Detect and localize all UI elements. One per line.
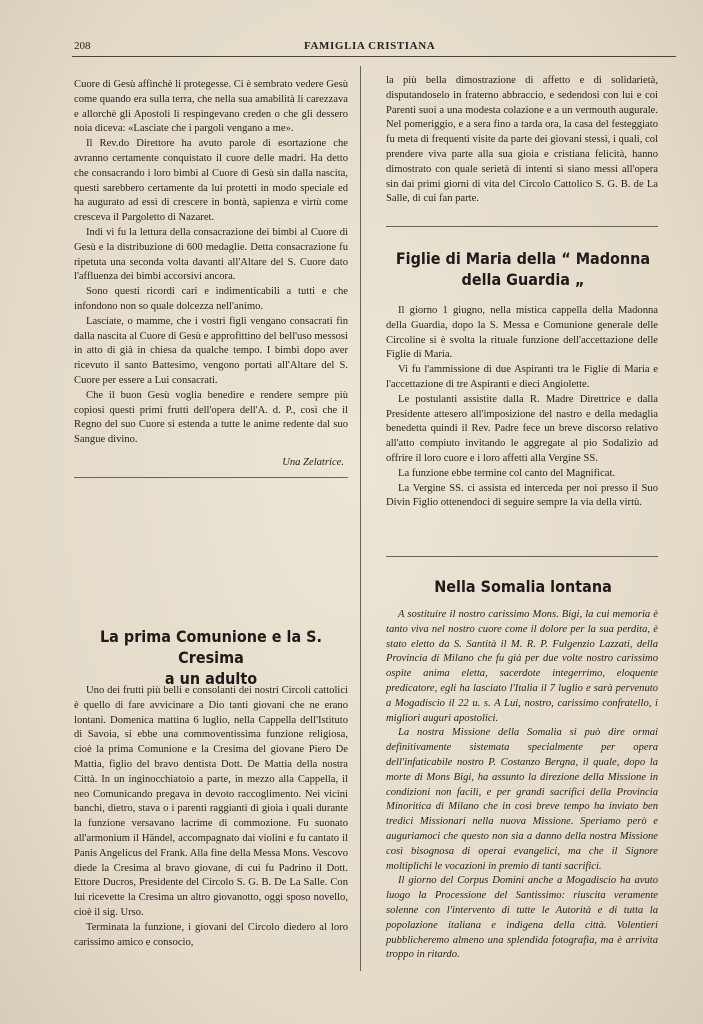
page-number: 208 [74,40,91,52]
paragraph: Le postulanti assistite dalla R. Madre Direttrice e dalla Presidente attesero all'imposizione del nastro e della medaglia benedetta quindi il Rev. Padre fece un breve discorso relativo all'atto compiuto invitando le aggregate al pio Sodalizio ad offrire il loro cuore e i loro affetti alla Vergine SS. [386,393,658,464]
article-figlie-heading [382,248,664,290]
paragraph: la più bella dimostrazione di affetto e di solidarietà, disputandoselo in fraterno abbraccio, e sedendosi con lui e coi Parenti suoi a una modesta colazione e a un vermouth augurale. Nel pomeriggio, e a sera fino a tarda ora, la casa del festeggiato fu meta di frequenti visite da parte dei giovani stessi, i quali, col prendere viva parte alla sua gioia e cristiana felicità, hanno dimostrato con quale serietà di intenti si siano messi all'opera sin dai primi giorni di vita del Circolo Cattolico S. G. B. de La Salle, di cui fan parte. [386,75,658,205]
paragraph: Il giorno del Corpus Domini anche a Mogadiscio ha avuto luogo la Processione del Santissimo: riuscita veramente solenne con l'intervento di tutte le Autorità e di tutta la popolazione italiana e indigena della città. Volentieri pubblicheremo almeno una splendida fotografia, ma è arrivita troppo in ritardo. [386,875,658,961]
article-somalia-body [386,608,658,963]
paragraph: Cuore di Gesù affinchè li protegesse. Ci è sembrato vedere Gesù come quando era sulla terra, che nella sua amabilità li carezzava e allorchè gli Apostoli li respingevano creden o che gli dessero noia diceva: «Lasciate che i pargoli vengano a me». [74,79,348,135]
article-somalia-heading [382,576,664,597]
article-comunione-heading [66,626,356,689]
paragraph: Sono questi ricordi cari e indimenticabili a tutti e che infondono non so quale dolcezza nell'animo. [74,286,348,312]
paragraph: Indi vi fu la lettura della consacrazione dei bimbi al Cuore di Gesù e la distribuzione di 600 medaglie. Detta consacrazione fu ripetuta una seconda volta davanti all'Altare del S. Cuore dato l'affluenza dei bimbi accorsivi ancora. [74,226,348,283]
right-column-continuation [386,74,658,207]
article-comunione-body [74,684,348,950]
header-rule [72,56,676,57]
article-figlie-body [386,304,658,511]
paragraph: A sostituire il nostro carissimo Mons. Bigi, la cui memoria è tanto viva nel nostro cuore come il dolore per la sua perdita, è stato eletto da S. Santità il M. R. P. Fulgenzio Lazzati, della Provincia di Milano che fu già per due volte nostro carissimo ospite anima eletta, sacerdote integerrimo, eloquente predicatore, egli ha lasciato l'Italia il 7 luglio e sarà pervenuto a Mogadiscio il 22 u. s. A Lui, nostro, carissimo confratello, i migliori auguri apostolici. [386,609,658,724]
paragraph: Il giorno 1 giugno, nella mistica cappella della Madonna della Guardia, dopo la S. Messa e Comunione generale delle Circoline si è svolta la rituale funzione dell'accettazione delle Figlie di Maria. [386,305,658,361]
paragraph: La nostra Missione della Somalia si può dire ormai definitivamente sistemata specialmente per opera dell'infaticabile nostro P. Costanzo Bergna, il quale, dopo la morte di Mons Bigi, ha assunto la direzione della Missione in condizioni non facili, e per grandi sacrifici della Provincia Minoritica di Milano che in così breve tempo ha inviato ben tredici Missionari nella nuova Missione. Speriamo però e auguriamoci che questo non sia a danno della nostra Missione così bisognosa di operai evangelici, ma che il Signore moltiplichi le vocazioni in premio di tanti sacrifici. [386,727,658,872]
article-separator [386,556,658,557]
paragraph: Vi fu l'ammissione di due Aspiranti tra le Figlie di Maria e l'accettazione di tre Aspiranti e dieci Angiolette. [386,364,658,390]
article-separator [74,477,348,478]
magazine-title: FAMIGLIA CRISTIANA [304,40,436,52]
paragraph: Che il buon Gesù voglia benedire e rendere sempre più copiosi questi primi frutti dell'opera dell'A. d. P., così che il Regno del suo Cuore si estenda a tutte le anime redente dal suo Sangue divino. [74,389,348,446]
column-divider [360,66,361,971]
left-column [74,78,348,478]
paragraph: Lasciate, o mamme, che i vostri figli vengano consacrati fin dalla nascita al Cuore di Gesù e approfittino del bell'uso messosi in atto di già in chiesa da qualche tempo. I bimbi dopo aver ricevuto il santo Battesimo, vengono portati all'Altare del S. Cuore per essere a Lui consacrati. [74,315,348,386]
paragraph: Il Rev.do Direttore ha avuto parole di esortazione che avranno certamente conquistato il cuore delle madri. Ha detto che consacrando i loro bimbi al Cuore di Gesù sin dalla nascita, questi sarebbero certamente da lui protetti in modo speciale ed ha augurato ad essi di crescere in bontà, sapienza e virtù come cresceva il Pargoletto di Nazaret. [74,138,348,224]
article-title-line2: a un adulto [164,669,258,688]
signature: Una Zelatrice. [282,456,344,468]
paragraph: Uno dei frutti più belli e consolanti dei nostri Circoli cattolici è quello di fare avvicinare a Dio tanti giovani che ne erano lontani. Domenica mattina 6 luglio, nella Cappella dell'Istituto di Savoia, si ebbe una commoventissima funzione religiosa, cioè la prima Comunione e la Cresima del giovane Piero De Mattia, figlio del bravo dentista Dott. De Mattia della nostra Città. In un inginocchiatoio a parte, in mezzo alla Cappella, il neo Comunicando pregava in devoto raccoglimento. Nei vicini banchi, dietro, stava o i parenti raggianti di gioia i quali durante la funzione versavano lacrime di commozione. Fu suonato all'armonium il Händel, accompagnato dai violini e fu cantato il Panis Angelicus del Frank. Alla fine della Messa Mons. Vescovo diede la Cresima al bravo giovane, di cui fu Padrino il Dott. Ettore Ducros, Presidente del Circolo S. G. B. De La Salle. Con lui ricevette la Cresima un altro giovanotto, oggi sposo novello, cioè il sig. Urso. [74,685,348,918]
paragraph: La Vergine SS. ci assista ed interceda per noi presso il Suo Divin Figlio ottenendoci di seguire sempre la via della virtù. [386,482,658,509]
paragraph: La funzione ebbe termine col canto del Magnificat. [398,467,616,479]
article-title: La prima Comunione e la S. Cresima [100,627,322,667]
article-separator [386,226,658,227]
paragraph: Terminata la funzione, i giovani del Circolo diedero al loro carissimo amico e consocio, [74,921,348,948]
article-title: Figlie di Maria della “ Madonna [395,249,651,268]
article-title-line2: della Guardia „ [461,270,585,289]
article-title: Nella Somalia lontana [434,577,612,596]
